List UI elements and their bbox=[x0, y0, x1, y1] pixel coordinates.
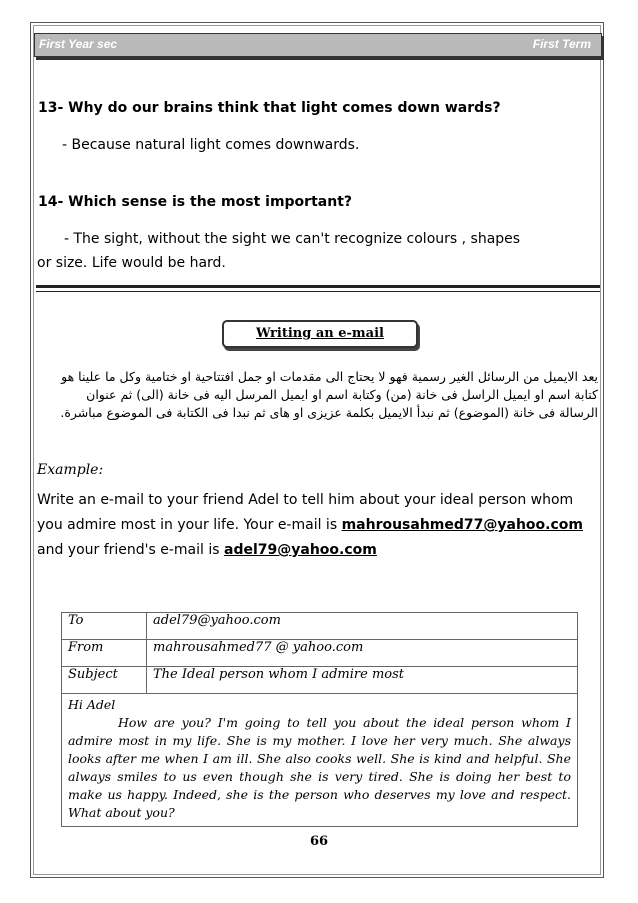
question-13: 13- Why do our brains think that light comes down wards? bbox=[38, 100, 501, 116]
email-from-row bbox=[62, 640, 578, 667]
example-label: Example: bbox=[37, 462, 104, 478]
answer-14-line1: - The sight, without the sight we can't recognize colours , shapes bbox=[64, 231, 521, 247]
answer-14-line2: or size. Life would be hard. bbox=[37, 255, 226, 271]
section-divider bbox=[36, 285, 600, 288]
answer-13: - Because natural light comes downwards. bbox=[62, 137, 360, 153]
friend-email-link[interactable]: adel79@yahoo.com bbox=[224, 542, 377, 558]
page-number: 66 bbox=[309, 834, 329, 849]
header-term: First Term bbox=[532, 37, 591, 51]
email-greeting: Hi Adel bbox=[68, 697, 116, 712]
example-prompt bbox=[37, 488, 602, 563]
email-body: How are you? I'm going to tell you about the ideal person whom I admire most in my life. She is my mother. I love her very much. She always looks after me when I am ill. She also cooks well. She is kind and helpful. She always smiles to us even though she is very tired. She is doing her best to make us happy. Indeed, she is the person who deserves my love and respect. What about you? bbox=[68, 715, 571, 820]
section-title: Writing an e-mail bbox=[256, 326, 384, 341]
own-email-link[interactable]: mahrousahmed77@yahoo.com bbox=[341, 517, 583, 533]
to-label: To bbox=[62, 613, 147, 640]
from-label: From bbox=[62, 640, 147, 667]
prompt-text-1: Write an e-mail to your friend Adel to tell him about your ideal person whom you admire most in your life. Your e-mail is bbox=[37, 492, 574, 533]
email-body-row bbox=[62, 694, 578, 827]
arabic-instructions: يعد الايميل من الرسائل الغير رسمية فهو لا يحتاج الى مقدمات او جمل افتتاحية او ختامية وكل ما علينا هو كتابة اسم او ايميل الراسل فى خانة (من) وكتابة اسم او ايميل المرسل اليه فى خانة (الى) ثم عنوان الرسالة فى خانة (الموضوع) ثم نبدأ الايميل بكلمة عزيزى او هاى ثم نبدا فى الكتابة فى الموضوع مباشرة. bbox=[60, 369, 598, 420]
prompt-text-2: and your friend's e-mail is bbox=[37, 542, 225, 558]
email-to-row bbox=[62, 613, 578, 640]
email-form bbox=[61, 612, 578, 827]
question-14: 14- Which sense is the most important? bbox=[38, 194, 353, 210]
header-bar bbox=[34, 33, 602, 57]
section-divider-thin bbox=[36, 291, 600, 292]
email-subject-row bbox=[62, 667, 578, 694]
to-value: adel79@yahoo.com bbox=[147, 613, 578, 640]
subject-value: The Ideal person whom I admire most bbox=[147, 667, 578, 694]
header-year: First Year sec bbox=[39, 37, 118, 51]
subject-label: Subject bbox=[62, 667, 147, 694]
email-body-cell bbox=[62, 694, 578, 827]
from-value: mahrousahmed77 @ yahoo.com bbox=[147, 640, 578, 667]
section-title-box bbox=[222, 320, 418, 348]
